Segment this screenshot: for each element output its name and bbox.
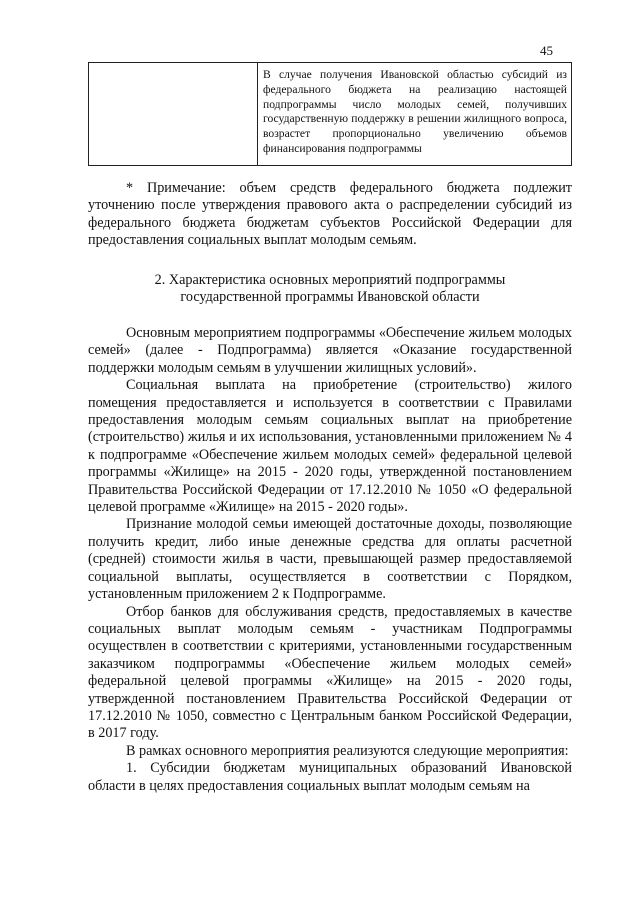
section-heading-line-1: 2. Характеристика основных мероприятий подпрограммы [154, 272, 506, 288]
section-heading-line-2: государственной программы Ивановской области [180, 289, 480, 306]
paragraph: Основным мероприятием подпрограммы «Обеспечение жильем молодых семей» (далее - Подпрограмма) является «Оказание государственной поддержки молодым семьям в улучшении жилищных условий». [88, 325, 572, 376]
paragraph: 1. Субсидии бюджетам муниципальных образований Ивановской области в целях предоставления социальных выплат молодым семьям на [88, 760, 572, 794]
continuation-table [88, 62, 572, 166]
footnote-note: * Примечание: объем средств федерального бюджета подлежит уточнению после утверждения правового акта о распределении субсидий из федерального бюджета бюджетам субъектов Российской Федерации для предоставления социальных выплат молодым семьям. [88, 180, 572, 249]
table-left-cell [89, 63, 258, 166]
table-right-cell: В случае получения Ивановской областью субсидий из федерального бюджета на реализацию настоящей подпрограммы число молодых семей, получивших государственную поддержку в решении жилищного вопроса, возрастет пропорционально увеличению объемов финансирования подпрограммы [258, 63, 572, 166]
footnote-block [88, 180, 572, 250]
section-heading [88, 272, 572, 307]
paragraph: В рамках основного мероприятия реализуются следующие мероприятия: [126, 742, 569, 759]
table-row [89, 63, 572, 166]
paragraph: Отбор банков для обслуживания средств, предоставляемых в качестве социальных выплат молодым семьям - участникам Подпрограммы осуществлен в соответствии с критериями, установленными государственным заказчиком подпрограммы «Обеспечение жильем молодых семей» федеральной целевой программы «Жилище» на 2015 - 2020 годы, утвержденной постановлением Правительства Российской Федерации от 17.12.2010 № 1050, совместно с Центральным банком Российской Федерации, в 2017 году. [88, 603, 572, 742]
paragraph: Признание молодой семьи имеющей достаточные доходы, позволяющие получить кредит, либо иные денежные средства для оплаты расчетной (средней) стоимости жилья в части, превышающей размер предоставляемой социальной выплаты, осуществляется в соответствии с Порядком, установленным приложением 2 к Подпрограмме. [88, 516, 572, 603]
paragraph: Социальная выплата на приобретение (строительство) жилого помещения предоставляется и используется в соответствии с Правилами предоставления молодым семьям социальных выплат на приобретение (строительство) жилья и их использования, установленными приложением № 4 к подпрограмме «Обеспечение жильем молодых семей» федеральной целевой программы «Жилище» на 2015 - 2020 годы, утвержденной постановлением Правительства Российской Федерации от 17.12.2010 № 1050 «О федеральной целевой программе «Жилище» на 2015 - 2020 годы». [88, 377, 572, 516]
page-number: 45 [540, 43, 553, 58]
body-text [88, 325, 572, 795]
